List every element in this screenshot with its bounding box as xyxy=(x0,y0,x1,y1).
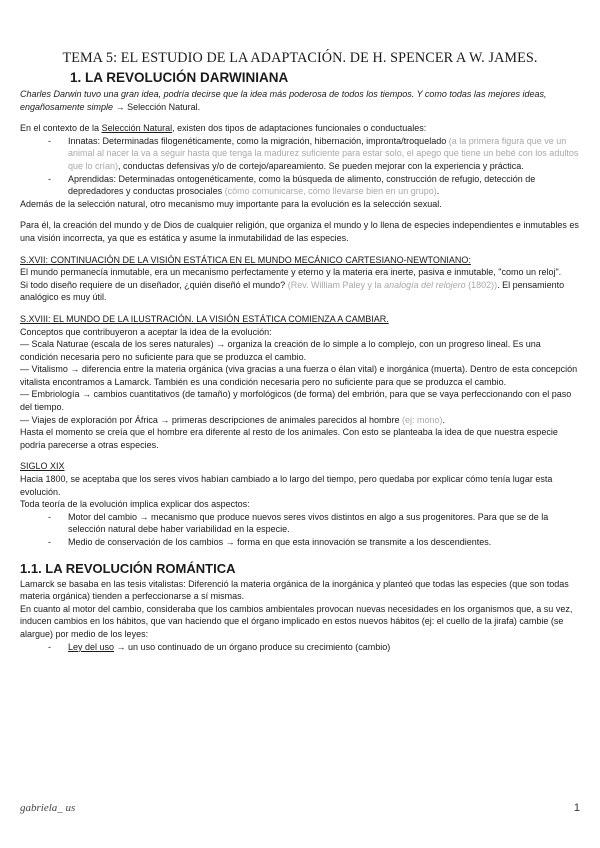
laws-list xyxy=(20,641,580,654)
list-item-motor: - Motor del cambio → mecanismo que produce nuevos seres vivos distintos en algo a sus progenitores. Para que se de la selección natural debe haber variabilidad en la especie. xyxy=(20,511,580,536)
s18-scala: — Scala Naturae (escala de los seres naturales) → organiza la creación de lo simple a lo complejo, con un progreso lineal. Es una condición necesaria pero no suficiente para que se produzca el cambio. xyxy=(20,339,541,362)
innatas-end: , conductas defensivas y/o de cortejo/apareamiento. Se pueden mejorar con la experiencia y práctica. xyxy=(118,160,524,171)
viajes-note: (ej: mono) xyxy=(402,414,443,425)
viajes-end: . xyxy=(442,414,446,425)
s19-paragraph-2: Toda teoría de la evolución implica explicar dos aspectos: xyxy=(20,499,250,510)
lamarck-paragraph-2: En cuanto al motor del cambio, consideraba que los cambios ambientales provocan nuevas necesidades en los organismos que, a su vez, inducen cambios en los hábitos, que van haciendo que el órgano implicado en estos nuevos hábitos (ej: el cuello de la jirafa) cambie (se alargue) por medio de los leyes: xyxy=(20,603,573,639)
ley-uso-text: → un uso continuado de un órgano produce su crecimiento (cambio) xyxy=(114,641,391,652)
s17-end: . El pensamiento analógico es muy útil. xyxy=(20,279,565,303)
lamarck-paragraph-1: Lamarck se basaba en las tesis vitalistas: Diferenció la materia orgánica de la inorgánica y planteó que todas las especies (que son todas materia orgánica) tienden a perfeccionarse a sí mismas. xyxy=(20,578,569,602)
paley-note: (Rev. William Paley y la xyxy=(287,279,385,290)
creation-paragraph: Para él, la creación del mundo y de Dios de cualquier religión, que organiza el mundo y lo llena de especies independientes e inmutables es una visión incorrecta, ya que es estática y asume la inmutabilidad de las especies. xyxy=(20,220,579,243)
adaptation-list xyxy=(20,135,580,198)
paley-year: (1802)) xyxy=(465,279,498,290)
subsection-heading: 1.1. LA REVOLUCIÓN ROMÁNTICA xyxy=(20,560,236,576)
list-item-innatas xyxy=(20,135,580,173)
s19-paragraph-1: Hacia 1800, se aceptaba que los seres vivos habían cambiado a lo largo del tiempo, pero quedaba por explicar cómo tenía lugar esta evolución. xyxy=(20,474,553,497)
s17-heading: S.XVII: CONTINUACIÓN DE LA VISIÓN ESTÁTICA EN EL MUNDO MECÁNICO CARTESIANO-NEWTONIANO: xyxy=(20,254,471,265)
sexual-selection-paragraph: Además de la selección natural, otro mecanismo muy importante para la evolución es la selección sexual. xyxy=(20,198,442,209)
viajes-text: — Viajes de exploración por África → primeras descripciones de animales parecidos al hombre xyxy=(20,414,403,425)
s17-paragraph-1: El mundo permanecía inmutable, era un mecanismo perfectamente y eterno y la materia era inerte, pasiva e inmutable, "como un reloj". xyxy=(20,267,562,278)
section-heading: 1. LA REVOLUCIÓN DARWINIANA xyxy=(70,70,289,85)
s17-paragraph-2 xyxy=(20,279,580,304)
darwin-quote: Charles Darwin tuvo una gran idea, podría decirse que la idea más poderosa de todos los tiempos. Y como todas las mejores ideas, engañosamente simple xyxy=(20,89,547,112)
ley-uso-link: Ley del uso xyxy=(68,641,115,652)
aprendidas-note: (cómo comunicarse, cómo llevarse bien en un grupo) xyxy=(224,186,437,197)
innatas-note: (a la primera figura que ve un animal al nacer la va a seguir hasta que tenga la madurez suficiente para estar solo, el apego que tiene un bebé con los adultos que lo crían) xyxy=(68,135,579,171)
intro-result: → Selección Natural. xyxy=(113,101,201,112)
s17-question: Si todo diseño requiere de un diseñador, ¿quién diseñó el mundo? xyxy=(20,279,288,290)
context-pre: En el contexto de la xyxy=(20,123,102,134)
s18-vitalismo: — Vitalismo → diferencia entre la materia orgánica (viva gracias a una fuerza o élan vital) e inorgánica (muerta). Dentro de esta concepción vitalista encontramos a Lamarck. También es una condición necesaria pero no suficiente para que se produzca el cambio. xyxy=(20,364,578,387)
innatas-text: Innatas: Determinadas filogenéticamente, como la migración, hibernación, impronta/troquelado xyxy=(68,135,449,146)
s18-final: Hasta el momento se creía que el hombre era diferente al resto de los animales. Con esto se planteaba la idea de que nuestra especie podría parecerse a otras especies. xyxy=(20,427,558,450)
s18-heading: S.XVIII: EL MUNDO DE LA ILUSTRACIÓN. LA VISIÓN ESTÁTICA COMIENZA A CAMBIAR. xyxy=(20,313,389,324)
context-paragraph xyxy=(20,122,580,135)
footer-author: gabriela_ us xyxy=(20,802,76,814)
s19-heading: SIGLO XIX xyxy=(20,461,65,472)
list-item-ley-uso xyxy=(20,641,580,654)
evolution-aspects-list xyxy=(20,511,580,549)
context-post: , existen dos tipos de adaptaciones funcionales o conductuales: xyxy=(172,123,427,134)
relojero-note: analogía del relojero xyxy=(384,279,466,290)
seleccion-natural-link: Selección Natural xyxy=(101,123,173,134)
s18-embriologia: — Embriología → cambios cuantitativos (de tamaño) y morfológicos (de forma) del embrión, para que se vaya perfeccionando con el paso del tiempo. xyxy=(20,389,572,413)
list-item-aprendidas xyxy=(20,173,580,198)
s18-intro: Conceptos que contribuyeron a aceptar la idea de la evolución: xyxy=(20,326,272,337)
intro-paragraph xyxy=(20,88,580,113)
page-number: 1 xyxy=(573,802,580,814)
aprendidas-end: . xyxy=(436,186,440,197)
document-title: TEMA 5: EL ESTUDIO DE LA ADAPTACIÓN. DE H. SPENCER A W. JAMES. xyxy=(62,50,538,66)
aprendidas-text: Aprendidas: Determinadas ontogenéticamente, como la búsqueda de alimento, construcción de refugio, detección de depredadores y conductas prosociales xyxy=(68,173,536,197)
document-page xyxy=(20,50,580,653)
page-footer xyxy=(20,802,580,818)
s18-viajes xyxy=(20,414,580,427)
list-item-conservacion: - Medio de conservación de los cambios → forma en que esta innovación se transmite a los descendientes. xyxy=(20,536,580,549)
